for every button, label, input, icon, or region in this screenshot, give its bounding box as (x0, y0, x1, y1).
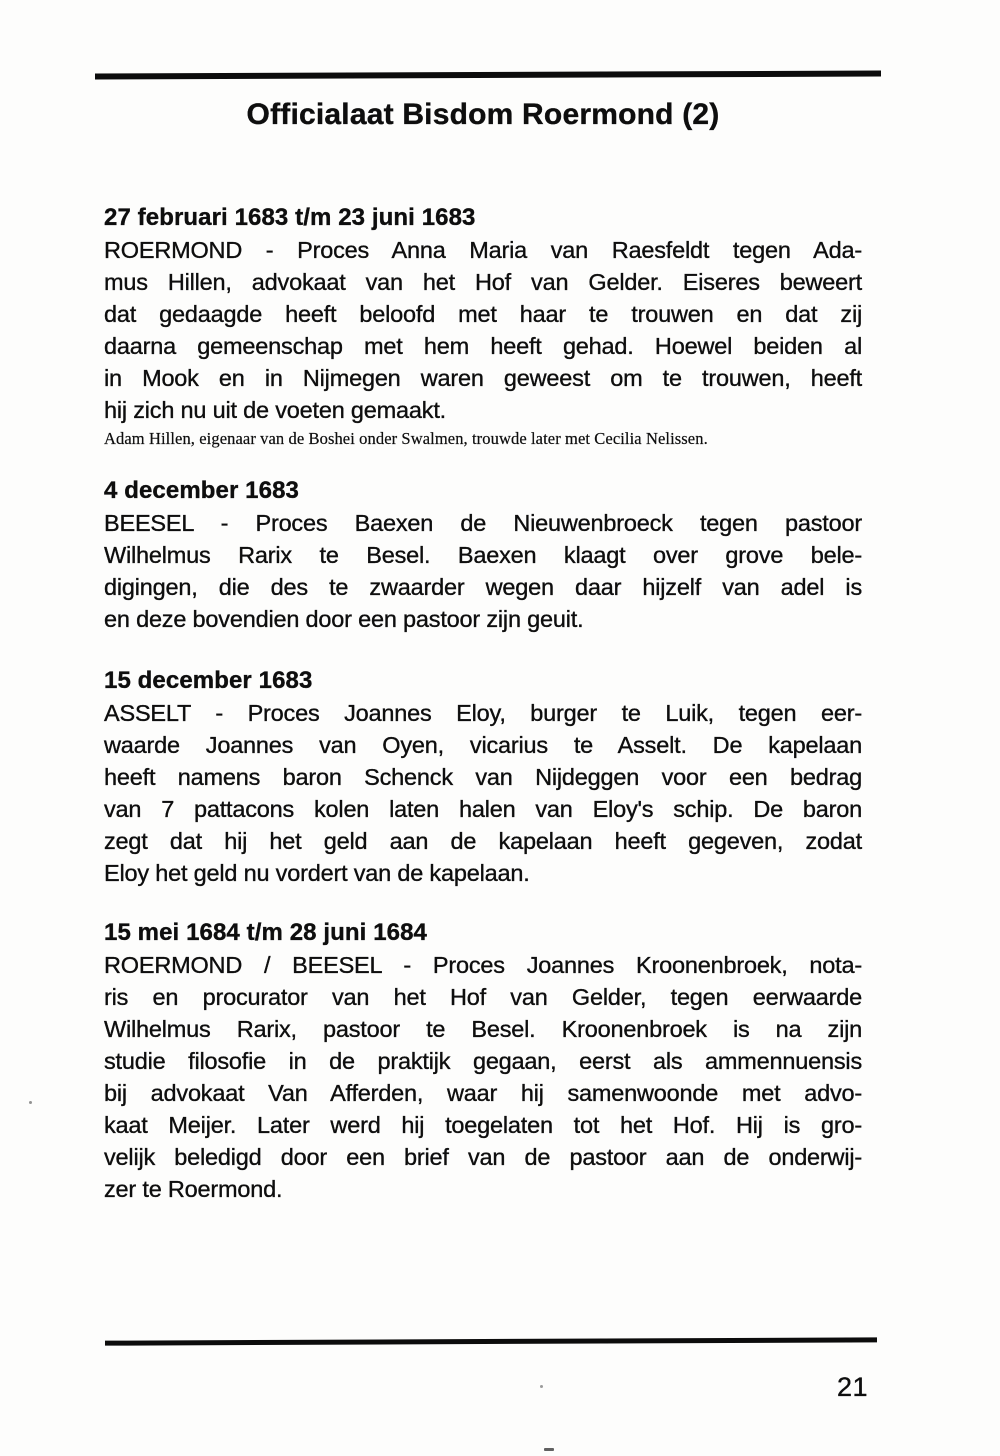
body-line: ris en procurator van het Hof van Gelder, tegen eerwaarde (104, 984, 862, 1010)
scan-speck (544, 1448, 554, 1451)
entry-date: 15 december 1683 (104, 667, 313, 694)
body-line: Wilhelmus Rarix, pastoor te Besel. Kroonenbroek is na zijn (104, 1016, 862, 1042)
body-line: daarna gemeenschap met hem heeft gehad. Hoewel beiden al (104, 333, 862, 359)
body-line: digingen, die des te zwaarder wegen daar hijzelf van adel is (104, 574, 862, 600)
entry-note: Adam Hillen, eigenaar van de Boshei onder Swalmen, trouwde later met Cecilia Nelissen. (104, 429, 708, 448)
body-line: mus Hillen, advokaat van het Hof van Gelder. Eiseres beweert (104, 269, 862, 295)
scan-speck (29, 1101, 32, 1104)
body-line: waarde Joannes van Oyen, vicarius te Asselt. De kapelaan (104, 732, 862, 758)
body-line: hij zich nu uit de voeten gemaakt. (104, 397, 446, 423)
entry (104, 917, 862, 1205)
body-line: dat gedaagde heeft beloofd met haar te trouwen en dat zij (104, 301, 862, 327)
entry (104, 202, 862, 449)
body-line: kaat Meijer. Later werd hij toegelaten tot het Hof. Hij is gro- (104, 1112, 862, 1138)
body-line: ROERMOND / BEESEL - Proces Joannes Kroonenbroek, nota- (104, 952, 862, 978)
body-line: Wilhelmus Rarix te Besel. Baexen klaagt over grove bele- (104, 542, 862, 568)
body-line: BEESEL - Proces Baexen de Nieuwenbroeck tegen pastoor (104, 510, 862, 536)
page-number: 21 (836, 1372, 868, 1402)
body-line: studie filosofie in de praktijk gegaan, eerst als ammennuensis (104, 1048, 862, 1074)
entry-date: 15 mei 1684 t/m 28 juni 1684 (104, 919, 427, 946)
body-line: in Mook en in Nijmegen waren geweest om te trouwen, heeft (104, 365, 862, 391)
page-title: Officialaat Bisdom Roermond (2) (246, 98, 720, 131)
body-line: en deze bovendien door een pastoor zijn geuit. (104, 606, 584, 632)
body-line: zer te Roermond. (104, 1176, 283, 1202)
entry (104, 475, 862, 635)
body-line: velijk beledigd door een brief van de pastoor aan de onderwij- (104, 1144, 862, 1170)
body-line: van 7 pattacons kolen laten halen van Eloy's schip. De baron (104, 796, 862, 822)
body-line: bij advokaat Van Afferden, waar hij samenwoonde met advo- (104, 1080, 862, 1106)
scan-speck (540, 1385, 543, 1388)
entry-date: 4 december 1683 (104, 477, 299, 504)
body-line: heeft namens baron Schenck van Nijdeggen voor een bedrag (104, 764, 862, 790)
body-line: Eloy het geld nu vordert van de kapelaan. (104, 860, 530, 886)
entry (104, 665, 862, 889)
entry-date: 27 februari 1683 t/m 23 juni 1683 (104, 204, 476, 231)
body-line: ASSELT - Proces Joannes Eloy, burger te Luik, tegen eer- (104, 700, 862, 726)
body-line: ROERMOND - Proces Anna Maria van Raesfeldt tegen Ada- (104, 237, 862, 263)
body-line: zegt dat hij het geld aan de kapelaan heeft gegeven, zodat (104, 828, 862, 854)
